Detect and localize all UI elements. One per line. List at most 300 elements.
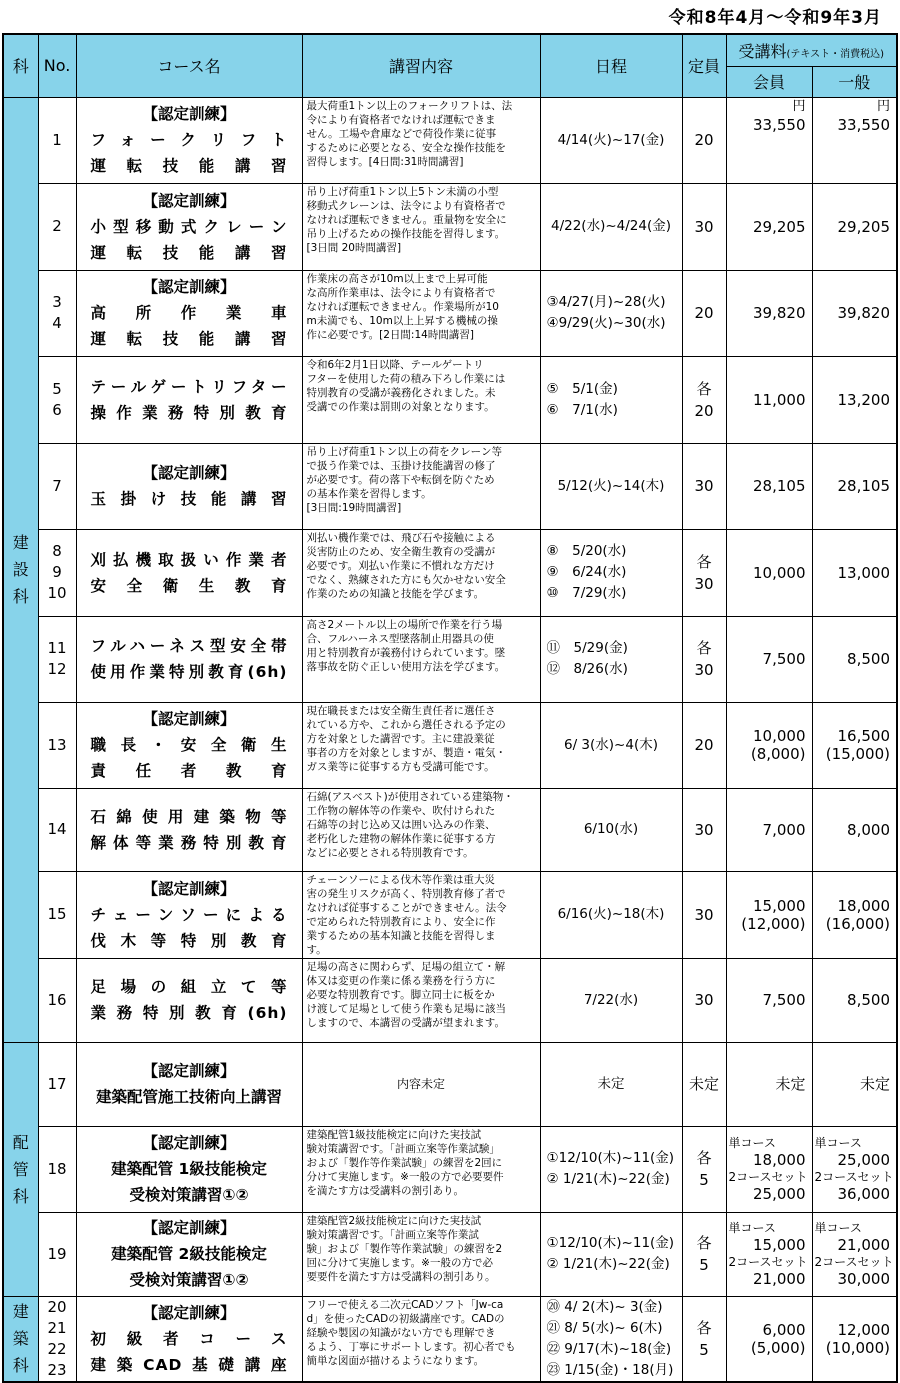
course-name-line: 解体等業務特別教育 — [90, 833, 288, 852]
subject-cell-kensetsu — [3, 97, 38, 1042]
fee-general-line: 円 — [876, 98, 890, 114]
fee-member-line: (8,000) — [750, 745, 806, 763]
description-line: 合、フルハーネス型墜落制止用器具の使 — [306, 632, 494, 645]
course-name — [76, 1042, 302, 1126]
header-fee — [726, 34, 897, 66]
course-number-line: 6 — [52, 400, 62, 419]
fee-general-line: 2コースセット — [814, 1255, 894, 1269]
course-number — [38, 1042, 76, 1126]
description-line: なければ従事することができません。法令 — [306, 901, 507, 914]
schedule-line: ⑫ 8/26(水) — [546, 661, 628, 677]
fee-general-line: 30,000 — [837, 1270, 890, 1288]
description-line: 災害防止のため、安全衛生教育の受講が — [306, 545, 496, 558]
table-row — [3, 1212, 897, 1296]
course-capacity — [682, 1296, 726, 1382]
course-name-line: 【認定訓練】 — [142, 1219, 236, 1237]
table-row — [3, 958, 897, 1042]
fee-general-line: 8,000 — [847, 820, 890, 839]
course-number-line: 4 — [52, 314, 62, 332]
schedule-line: 6/10(水) — [583, 821, 639, 837]
fee-general — [812, 958, 897, 1042]
capacity-line: 30 — [694, 820, 714, 839]
schedule-line: 6/16(火)~18(木) — [557, 906, 665, 922]
course-name-line: 足場の組立て等 — [90, 978, 288, 996]
course-description — [302, 97, 540, 183]
course-description — [302, 788, 540, 871]
course-number-line: 16 — [47, 990, 67, 1009]
course-schedule — [540, 702, 682, 788]
capacity-line: 5 — [699, 1256, 709, 1274]
header-schedule: 日程 — [540, 34, 682, 97]
fee-member — [726, 616, 812, 702]
table-row — [3, 1126, 897, 1212]
course-name-line: フルハーネス型安全帯 — [90, 637, 288, 655]
fee-general — [812, 356, 897, 443]
course-name — [76, 183, 302, 270]
course-name — [76, 1296, 302, 1382]
course-schedule — [540, 616, 682, 702]
course-schedule — [540, 443, 682, 529]
description-line: 作業床の高さが10m以上まで上昇可能 — [306, 272, 488, 285]
course-schedule — [540, 356, 682, 443]
capacity-line: 各 — [696, 1149, 712, 1167]
course-description — [302, 616, 540, 702]
fee-member-line: (12,000) — [741, 914, 806, 933]
description-line: 令和6年2月1日以降、テールゲートリ — [306, 358, 484, 371]
description-line: 石綿等の封じ込め又は囲い込みの作業、 — [306, 818, 496, 831]
description-line: 建築配管1級技能検定に向けた実技試 — [306, 1128, 482, 1141]
fee-member — [726, 529, 812, 616]
description-line: な高所作業車は、法令により有資格者で — [306, 286, 496, 299]
course-name — [76, 871, 302, 958]
description-line: で定められた特別教育により、安全に作 — [306, 915, 496, 928]
course-number-line: 20 — [47, 1297, 67, 1316]
course-capacity — [682, 270, 726, 356]
course-name-line: 操作業務特別教育 — [90, 403, 288, 422]
description-line: け渡して足場として使う作業も足場に該当 — [306, 1002, 506, 1015]
fee-member-line: 単コース — [728, 1136, 776, 1150]
course-name-line: 業務特別教育(6h) — [90, 1004, 288, 1022]
table-row — [3, 529, 897, 616]
course-schedule — [540, 958, 682, 1042]
header-capacity: 定員 — [682, 34, 726, 97]
fee-general — [812, 871, 897, 958]
schedule-line: ㉑ 8/ 5(水)~ 6(木) — [546, 1319, 663, 1336]
description-line: せん。工場や倉庫などで荷役作業に従事 — [306, 127, 497, 140]
capacity-line: 未定 — [688, 1075, 719, 1093]
course-number-line: 9 — [52, 563, 62, 581]
description-line: を満たす方は受講料の割引あり。 — [306, 1184, 464, 1197]
course-description — [302, 183, 540, 270]
course-number-line: 5 — [52, 379, 62, 398]
capacity-line: 30 — [694, 905, 714, 924]
fee-member — [726, 1126, 812, 1212]
description-line: 方を対象とした講習です。主に建設業従 — [306, 732, 495, 745]
course-name-line: 建築配管 1級技能検定 — [111, 1160, 267, 1178]
course-name — [76, 97, 302, 183]
course-name — [76, 1212, 302, 1296]
description-line: 事者の方を対象としますが、製造・電気・ — [306, 746, 506, 759]
course-name-line: フォークリフト — [90, 131, 288, 149]
course-schedule — [540, 183, 682, 270]
description-line: 移動式クレーンは、法令により有資格者で — [306, 199, 506, 212]
schedule-line: ③4/27(月)~28(火) — [546, 294, 666, 310]
description-line: 吊り上げ荷重1トン以上5トン未満の小型 — [306, 185, 499, 198]
fee-member-line: 7,500 — [762, 991, 806, 1009]
course-number — [38, 1126, 76, 1212]
description-line: 吊り上げるための操作技能を習得します。 — [306, 227, 506, 240]
course-schedule — [540, 788, 682, 871]
fee-member — [726, 871, 812, 958]
capacity-line: 各 — [696, 379, 712, 398]
fee-general-line: 未定 — [859, 1075, 890, 1093]
course-schedule — [540, 529, 682, 616]
description-line: 必要です。刈払い作業に不慣れな方だけ — [306, 559, 495, 572]
course-number-line: 2 — [52, 217, 62, 235]
course-name — [76, 702, 302, 788]
fee-general — [812, 183, 897, 270]
course-capacity — [682, 529, 726, 616]
fee-general-line: 8,500 — [847, 650, 890, 668]
fee-member-line: 33,550 — [753, 115, 806, 134]
course-schedule — [540, 1296, 682, 1382]
course-schedule — [540, 1212, 682, 1296]
course-number — [38, 183, 76, 270]
header-course: コース名 — [76, 34, 302, 97]
course-description — [302, 958, 540, 1042]
course-schedule — [540, 97, 682, 183]
course-number — [38, 1296, 76, 1382]
course-number — [38, 616, 76, 702]
course-number — [38, 788, 76, 871]
course-number — [38, 270, 76, 356]
fee-general — [812, 702, 897, 788]
schedule-line: ⑧ 5/20(水) — [546, 543, 627, 559]
description-line: 験」および「製作等作業試験」の練習を2 — [306, 1242, 503, 1255]
description-line: チェーンソーによる伐木等作業は重大災 — [306, 873, 495, 886]
description-line: 必要な特別教育です。脚立同士に板をか — [306, 988, 495, 1001]
course-name-line: 安全衛生教育 — [90, 576, 288, 595]
fee-general — [812, 1296, 897, 1382]
course-number — [38, 958, 76, 1042]
description-line: などに必要とされる特別教育です。 — [306, 846, 474, 859]
description-line: 特別教育の受講が義務化されました。未 — [306, 386, 496, 399]
description-line: 高さ2メートル以上の場所で作業を行う場 — [306, 618, 503, 631]
description-line: 最大荷重1トン以上のフォークリフトは、法 — [306, 99, 513, 112]
fee-member — [726, 788, 812, 871]
fee-general — [812, 270, 897, 356]
course-capacity — [682, 616, 726, 702]
course-number — [38, 1212, 76, 1296]
description-line: 石綿(アスベスト)が使用されている建築物・ — [306, 790, 514, 803]
description-line: 吊り上げ荷重1トン以上の荷をクレーン等 — [306, 445, 502, 458]
fee-general-line: (15,000) — [825, 745, 890, 763]
course-number-line: 1 — [52, 130, 62, 149]
fee-member-line: 2コースセット — [728, 1255, 808, 1269]
course-name-line: 【認定訓練】 — [142, 1134, 236, 1152]
course-number-line: 8 — [52, 542, 62, 560]
fee-general — [812, 1042, 897, 1126]
description-line: [3日間:19時間講習] — [306, 501, 402, 514]
fee-member-line: 円 — [792, 98, 806, 114]
description-line: 足場の高さに関わらず、足場の組立て・解 — [306, 960, 506, 973]
course-capacity — [682, 702, 726, 788]
course-name-line: 責任者教育 — [90, 762, 288, 780]
description-line: しますので、本講習の受講が望まれます。 — [306, 1016, 505, 1029]
description-line: 回に分けて実施します。※一般の方で必 — [306, 1256, 493, 1269]
subject-char: 築 — [12, 1329, 29, 1349]
fee-member-line: 単コース — [728, 1221, 776, 1235]
course-number-line: 15 — [47, 905, 67, 923]
course-schedule — [540, 1126, 682, 1212]
table-row — [3, 702, 897, 788]
course-number — [38, 702, 76, 788]
description-line: 経験や製図の知識がない方でも理解でき — [306, 1326, 496, 1339]
capacity-line: 20 — [694, 304, 714, 322]
course-number-line: 14 — [47, 820, 67, 838]
period-label: 令和8年4月～令和9年3月 — [668, 8, 882, 28]
capacity-line: 5 — [699, 1340, 709, 1359]
course-description — [302, 529, 540, 616]
description-line: 現在職長または安全衛生責任者に選任さ — [306, 704, 496, 717]
course-name-line: 受検対策講習①② — [129, 1186, 249, 1204]
fee-member — [726, 1212, 812, 1296]
description-line: 体又は変更の作業に係る業務を行う方に — [306, 974, 496, 987]
description-line: 工作物の解体等の作業や、吹付けられた — [306, 804, 496, 817]
course-capacity — [682, 958, 726, 1042]
course-schedule — [540, 871, 682, 958]
fee-general-line: 33,550 — [837, 115, 890, 134]
schedule-line: ⑤ 5/1(金) — [546, 380, 618, 397]
table-row — [3, 1042, 897, 1126]
fee-general — [812, 1126, 897, 1212]
fee-general-line: 12,000 — [837, 1320, 890, 1339]
course-name-line: 【認定訓練】 — [142, 1303, 236, 1322]
description-line: および「製作等作業試験」の練習を2回に — [306, 1156, 503, 1169]
subject-char: 科 — [12, 1356, 29, 1376]
course-name-line: 建築配管 2級技能検定 — [111, 1245, 267, 1263]
course-name-line: 【認定訓練】 — [142, 278, 236, 296]
course-name-line: 建築配管施工技術向上講習 — [95, 1088, 282, 1106]
course-description — [302, 356, 540, 443]
table-row — [3, 871, 897, 958]
description-line: フリーで使える二次元CADソフト「Jw-ca — [306, 1298, 504, 1311]
fee-member-line: 28,105 — [753, 477, 806, 495]
fee-general-line: 13,000 — [837, 563, 890, 582]
course-name-line: チェーンソーによる — [90, 905, 288, 924]
course-number-line: 11 — [47, 639, 67, 657]
fee-general-line: (10,000) — [825, 1338, 890, 1357]
description-line: 刈払い機作業では、飛び石や接触による — [306, 531, 496, 544]
fee-member-line: 10,000 — [753, 727, 806, 745]
header-subject: 科 — [3, 34, 38, 97]
description-line: 業するための基本知識と技能を習得しま — [306, 929, 496, 942]
course-capacity — [682, 1042, 726, 1126]
course-capacity — [682, 443, 726, 529]
course-capacity — [682, 871, 726, 958]
course-name-line: 運転技能講習 — [90, 157, 288, 175]
schedule-line: 6/ 3(水)~4(木) — [564, 736, 658, 753]
subject-char: 設 — [12, 560, 29, 579]
capacity-line: 20 — [694, 131, 714, 149]
fee-member — [726, 443, 812, 529]
fee-member — [726, 97, 812, 183]
description-line: するために必要となる、安全な操作技能を — [306, 141, 506, 154]
description-line: す。 — [306, 943, 327, 956]
fee-general-line: 21,000 — [837, 1236, 890, 1254]
course-number — [38, 871, 76, 958]
course-schedule — [540, 1042, 682, 1126]
subject-char: 科 — [12, 587, 29, 606]
fee-member-line: 21,000 — [753, 1270, 806, 1288]
description-line: 内容未定 — [396, 1077, 445, 1091]
fee-member-line: (5,000) — [750, 1338, 806, 1357]
course-number-line: 22 — [47, 1339, 67, 1358]
fee-member-line: 15,000 — [753, 896, 806, 915]
header-member: 会員 — [726, 66, 812, 97]
fee-general-line: 29,205 — [837, 217, 890, 236]
subject-char: 建 — [12, 533, 29, 552]
fee-general-line: 8,500 — [847, 991, 890, 1009]
header-no: No. — [38, 34, 76, 97]
subject-cell-kenchiku — [3, 1296, 38, 1382]
description-line: 老朽化した建物の解体作業に従事する方 — [306, 832, 496, 845]
description-line: 簡単な図面が描けるようになります。 — [306, 1354, 485, 1367]
course-description — [302, 1126, 540, 1212]
course-name — [76, 529, 302, 616]
fee-member-line: 18,000 — [753, 1151, 806, 1169]
description-line: れている方や、これから選任される予定の — [306, 718, 506, 731]
subject-char: 建 — [12, 1302, 29, 1322]
course-name-line: 【認定訓練】 — [142, 710, 236, 728]
course-number-line: 18 — [47, 1159, 67, 1178]
course-name-line: 石綿使用建築物等 — [90, 807, 288, 826]
course-name-line: 伐木等特別教育 — [90, 931, 288, 950]
course-capacity — [682, 97, 726, 183]
description-line: が必要です。荷の落下や転倒を防ぐため — [306, 473, 495, 486]
schedule-line: ①12/10(木)~11(金) — [546, 1235, 675, 1251]
subject-cell-haikan — [3, 1042, 38, 1296]
description-line: 令により有資格者でなければ運転できま — [306, 113, 496, 126]
description-line: ガス業等に従事する方も受講可能です。 — [306, 760, 495, 773]
description-line: m未満でも、10m以上上昇する機械の操 — [306, 314, 498, 327]
course-number-line: 23 — [47, 1360, 67, 1379]
course-name-line: 刈払機取扱い作業者 — [90, 550, 288, 569]
schedule-line: 7/22(水) — [583, 991, 639, 1008]
header-fee-main: 受講料 — [738, 41, 787, 61]
capacity-line: 20 — [694, 736, 714, 754]
schedule-line: ⑳ 4/ 2(木)~ 3(金) — [546, 1298, 663, 1315]
course-number-line: 3 — [52, 293, 62, 311]
description-line: でなく、熟練された方にも欠かせない安全 — [306, 573, 506, 586]
course-name-line: 運転技能講習 — [90, 243, 288, 262]
description-line: 害の発生リスクが高く、特別教育修了者で — [306, 887, 506, 900]
schedule-line: ㉓ 1/15(金)・18(月) — [546, 1361, 674, 1378]
schedule-line: 未定 — [597, 1075, 625, 1092]
course-name-line: 建築CAD基礎講座 — [90, 1355, 288, 1374]
course-number-line: 17 — [47, 1074, 67, 1093]
course-name — [76, 788, 302, 871]
description-line: d」を使ったCADの初級講座です。CADの — [306, 1312, 505, 1325]
table-row — [3, 270, 897, 356]
description-line: 落事故を防ぐ正しい使用方法を学びます。 — [306, 660, 506, 673]
fee-general-line: 2コースセット — [814, 1170, 894, 1184]
capacity-line: 30 — [694, 217, 714, 236]
fee-general — [812, 1212, 897, 1296]
fee-general — [812, 529, 897, 616]
description-line: 受講での作業は罰則の対象となります。 — [306, 400, 495, 413]
fee-member — [726, 958, 812, 1042]
course-name — [76, 1126, 302, 1212]
course-name — [76, 443, 302, 529]
capacity-line: 各 — [696, 552, 712, 571]
fee-general — [812, 443, 897, 529]
schedule-line: ㉒ 9/17(木)~18(金) — [546, 1340, 672, 1357]
table-row — [3, 616, 897, 702]
table-row — [3, 788, 897, 871]
header-fee-note: (テキスト・消費税込) — [786, 48, 885, 60]
description-line: なければ運転できません。作業場所が10 — [306, 300, 499, 313]
capacity-line: 30 — [694, 991, 714, 1009]
fee-general — [812, 616, 897, 702]
description-line: るよう、丁寧にサポートします。初心者でも — [306, 1340, 516, 1353]
fee-member-line: 10,000 — [753, 563, 806, 582]
course-name-line: 高所作業車 — [90, 304, 288, 322]
capacity-line: 30 — [694, 574, 714, 593]
description-line: の基本作業を習得します。 — [306, 487, 432, 500]
fee-member-line: 未定 — [775, 1075, 806, 1093]
description-line: で扱う作業では、玉掛け技能講習の修了 — [306, 459, 496, 472]
fee-general — [812, 97, 897, 183]
fee-member — [726, 1296, 812, 1382]
fee-member-line: 11,000 — [753, 390, 806, 409]
schedule-line: ⑨ 6/24(水) — [546, 564, 627, 580]
description-line: 験対策講習です。「計画立案等作業試 — [306, 1228, 479, 1241]
description-line: フターを使用した荷の積み下ろし作業には — [306, 372, 506, 385]
course-name — [76, 958, 302, 1042]
course-schedule-table — [2, 33, 898, 1383]
subject-char: 管 — [12, 1159, 29, 1179]
fee-general-line: 18,000 — [837, 896, 890, 915]
fee-member-line: 7,500 — [762, 650, 806, 668]
fee-member-line: 25,000 — [753, 1185, 806, 1203]
description-line: 用と特別教育が義務付けられています。墜 — [306, 646, 506, 659]
description-line: 作に必要です。[2日間:14時間講習] — [306, 328, 474, 341]
course-name-line: 【認定訓練】 — [142, 464, 236, 482]
schedule-line: ② 1/21(木)~22(金) — [546, 1171, 670, 1187]
header-general: 一般 — [812, 66, 897, 97]
fee-member-line: 15,000 — [753, 1236, 806, 1254]
capacity-line: 30 — [694, 477, 714, 495]
course-name-line: 【認定訓練】 — [142, 191, 236, 210]
course-capacity — [682, 356, 726, 443]
description-line: 作業のための知識と技能を学びます。 — [306, 587, 485, 600]
course-description — [302, 702, 540, 788]
fee-general-line: 16,500 — [837, 727, 890, 745]
fee-member-line: 39,820 — [753, 304, 806, 322]
course-number-line: 13 — [47, 735, 67, 754]
course-name-line: 【認定訓練】 — [142, 105, 236, 123]
fee-member-line: 7,000 — [762, 820, 806, 839]
description-line: [3日間 20時間講習] — [306, 241, 402, 254]
course-description — [302, 270, 540, 356]
course-name — [76, 616, 302, 702]
course-number-line: 10 — [47, 584, 67, 602]
fee-member — [726, 1042, 812, 1126]
course-schedule — [540, 270, 682, 356]
schedule-line: ⑪ 5/29(金) — [546, 640, 628, 656]
course-name-line: 受検対策講習①② — [129, 1271, 249, 1289]
